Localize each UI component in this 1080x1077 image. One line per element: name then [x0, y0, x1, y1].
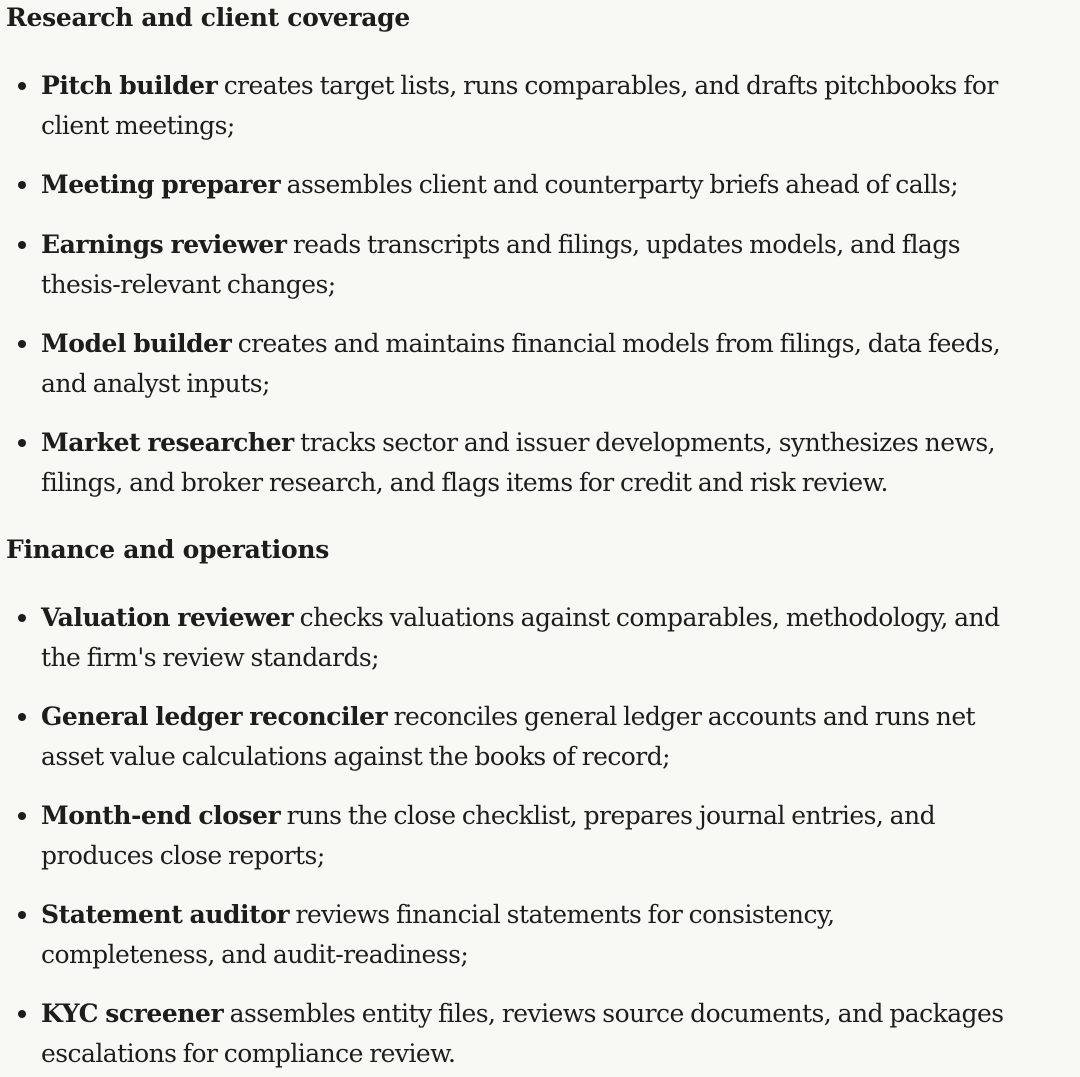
item-first-line	[41, 70, 998, 102]
item-first-line	[41, 602, 1000, 634]
item-continuation-line: client meetings;	[41, 111, 235, 140]
item-description: checks valuations against comparables, methodology, and	[293, 603, 1000, 632]
item-term: KYC screener	[41, 999, 224, 1028]
item-continuation-line: filings, and broker research, and flags items for credit and risk review.	[41, 468, 888, 497]
item-description: reviews financial statements for consistency,	[289, 900, 835, 929]
item-term: Earnings reviewer	[41, 230, 287, 259]
item-first-line	[41, 998, 1004, 1030]
item-description: assembles client and counterparty briefs ahead of calls;	[280, 170, 959, 199]
item-continuation-line: produces close reports;	[41, 841, 325, 870]
item-first-line	[41, 800, 935, 832]
item-first-line	[41, 899, 835, 931]
item-description: tracks sector and issuer developments, synthesizes news,	[293, 428, 996, 457]
item-continuation-line: asset value calculations against the books of record;	[41, 742, 671, 771]
item-continuation-line: thesis-relevant changes;	[41, 270, 336, 299]
item-term: Statement auditor	[41, 900, 290, 929]
bullet-dot	[18, 1010, 26, 1018]
item-term: Month-end closer	[41, 801, 281, 830]
section-heading-finance: Finance and operations	[6, 535, 329, 564]
item-continuation-line: completeness, and audit-readiness;	[41, 940, 469, 969]
item-description: reconciles general ledger accounts and runs net	[387, 702, 976, 731]
bullet-dot	[18, 82, 26, 90]
item-description: runs the close checklist, prepares journal entries, and	[280, 801, 936, 830]
bullet-dot	[18, 713, 26, 721]
item-first-line	[41, 701, 975, 733]
bullet-dot	[18, 241, 26, 249]
item-term: Meeting preparer	[41, 170, 281, 199]
item-term: Market researcher	[41, 428, 294, 457]
item-continuation-line: the firm's review standards;	[41, 643, 380, 672]
item-description: assembles entity files, reviews source documents, and packages	[223, 999, 1004, 1028]
item-first-line	[41, 229, 960, 261]
item-term: Model builder	[41, 329, 232, 358]
bullet-dot	[18, 812, 26, 820]
item-term: Valuation reviewer	[41, 603, 294, 632]
item-description: creates and maintains financial models from filings, data feeds,	[231, 329, 1001, 358]
section-heading-research: Research and client coverage	[6, 3, 410, 32]
item-term: General ledger reconciler	[41, 702, 388, 731]
item-first-line	[41, 328, 1000, 360]
bullet-dot	[18, 911, 26, 919]
bullet-dot	[18, 340, 26, 348]
item-first-line	[41, 427, 995, 459]
item-continuation-line: escalations for compliance review.	[41, 1039, 456, 1068]
bullet-dot	[18, 439, 26, 447]
item-term: Pitch builder	[41, 71, 218, 100]
item-continuation-line: and analyst inputs;	[41, 369, 270, 398]
item-description: reads transcripts and filings, updates models, and flags	[286, 230, 961, 259]
item-first-line	[41, 169, 958, 201]
bullet-dot	[18, 181, 26, 189]
item-description: creates target lists, runs comparables, and drafts pitchbooks for	[217, 71, 998, 100]
bullet-dot	[18, 614, 26, 622]
